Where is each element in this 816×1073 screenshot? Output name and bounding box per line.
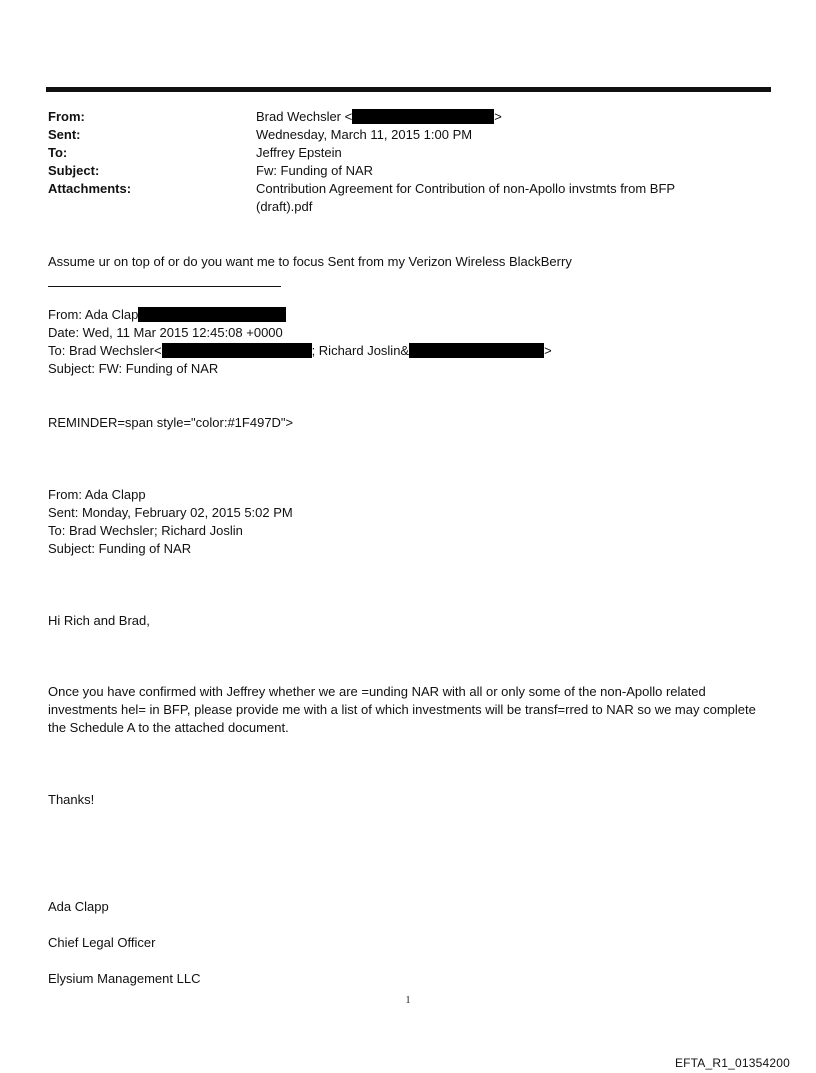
signature-name: Ada Clapp — [48, 899, 109, 914]
thanks: Thanks! — [48, 792, 95, 807]
to-value: Jeffrey Epstein — [256, 145, 342, 160]
fwd1-date: Date: Wed, 11 Mar 2015 12:45:08 +0000 — [48, 325, 283, 340]
attachments-label: Attachments: — [48, 181, 132, 196]
header-rule — [46, 87, 771, 92]
attachment-link[interactable]: Contribution Agreement for Contribution of non-Apollo invstmts from BFP (draft).pdf — [256, 181, 675, 214]
document-id: EFTA_R1_01354200 — [674, 1056, 790, 1070]
message-body: Once you have confirmed with Jeffrey whether we are =unding NAR with all or only some of the non-Apollo related investments hel= in BFP, please provide me with a list of which investments will be transf=rred to NAR so we may complete the Schedule A to the attached document. — [48, 684, 756, 735]
intro-text: Assume ur on top of or do you want me to focus Sent from my Verizon Wireless BlackBerry — [48, 254, 572, 269]
redaction-box — [162, 343, 312, 358]
sent-value: Wednesday, March 11, 2015 1:00 PM — [256, 127, 473, 142]
redaction-box — [138, 307, 286, 322]
from-value: Brad Wechsler < > — [256, 109, 502, 124]
fwd2-from: From: Ada Clapp — [48, 487, 146, 502]
page-number: 1 — [405, 995, 411, 1006]
fwd2-sent: Sent: Monday, February 02, 2015 5:02 PM — [48, 505, 293, 520]
subject-value: Fw: Funding of NAR — [256, 163, 374, 178]
redaction-box — [409, 343, 544, 358]
to-label: To: — [48, 145, 68, 160]
fwd1-from: From: Ada Clap — [48, 306, 286, 324]
reminder-text: REMINDER=span style="color:#1F497D"> — [48, 415, 294, 430]
greeting: Hi Rich and Brad, — [48, 613, 150, 628]
fwd1-to: To: Brad Wechsler< ; Richard Joslin& > — [48, 343, 552, 358]
fwd2-subject: Subject: Funding of NAR — [48, 541, 192, 556]
subject-label: Subject: — [48, 163, 100, 178]
signature-company: Elysium Management LLC — [48, 971, 201, 986]
fwd1-subject: Subject: FW: Funding of NAR — [48, 361, 219, 376]
signature-title: Chief Legal Officer — [48, 935, 156, 950]
sent-label: Sent: — [48, 127, 81, 142]
fwd2-to: To: Brad Wechsler; Richard Joslin — [48, 523, 243, 538]
redaction-box — [352, 109, 494, 124]
from-label: From: — [48, 109, 85, 124]
separator-line — [48, 286, 281, 287]
